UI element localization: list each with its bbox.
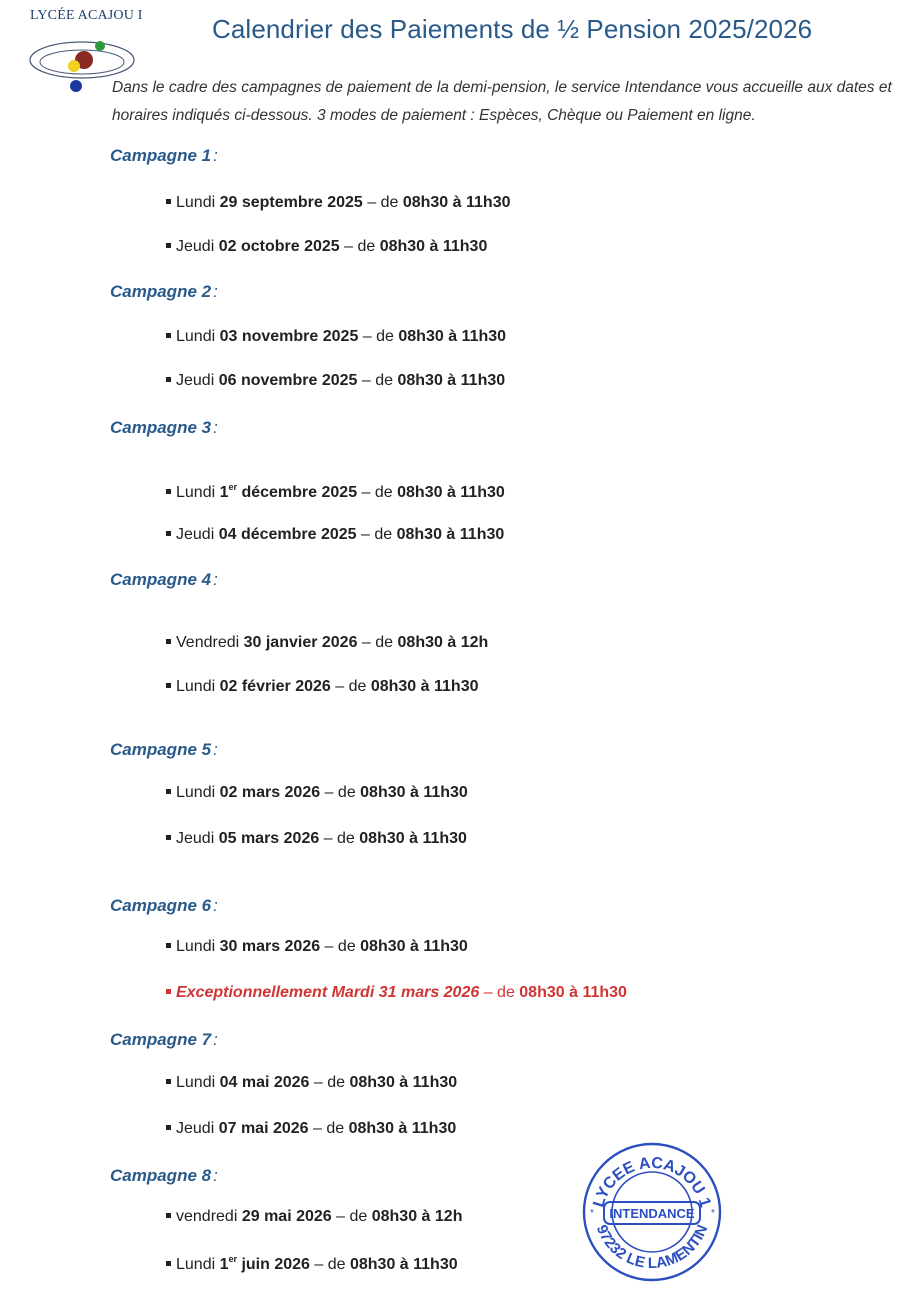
start-time: 08h30: [396, 526, 442, 543]
weekday: Lundi: [176, 1256, 220, 1273]
campaign-label: Campagne 4: [110, 570, 212, 589]
weekday: Lundi: [176, 938, 220, 955]
time-separator: – de: [309, 1074, 350, 1091]
date: 02 février 2026: [219, 678, 331, 695]
bullet-icon: [166, 989, 171, 994]
campaign-colon: :: [213, 282, 218, 301]
end-time: 12h: [434, 1208, 463, 1225]
time-separator: – de: [309, 1256, 350, 1273]
time-to: à: [405, 938, 424, 955]
exception-date-item: [166, 984, 627, 1002]
date-ordinal: er: [228, 482, 238, 492]
time-to: à: [425, 238, 443, 255]
end-time: 11h30: [459, 526, 505, 543]
bullet-icon: [166, 1261, 171, 1266]
svg-text:INTENDANCE: INTENDANCE: [609, 1206, 695, 1221]
logo-text: LYCÉE ACAJOU I: [30, 8, 143, 23]
date: 30 janvier 2026: [243, 634, 358, 651]
time-separator: – de: [357, 634, 398, 651]
campaign-colon: :: [213, 740, 218, 759]
weekday: Lundi: [176, 784, 220, 801]
date-item: [166, 194, 510, 212]
date-item: [166, 1254, 458, 1274]
date-item: [166, 526, 504, 544]
time-to: à: [395, 1256, 414, 1273]
time-separator: – de: [356, 526, 397, 543]
bullet-icon: [166, 835, 171, 840]
date: 03 novembre 2025: [219, 328, 359, 345]
weekday: Lundi: [176, 678, 220, 695]
start-time: 08h30: [348, 1120, 394, 1137]
weekday: Jeudi: [176, 526, 219, 543]
weekday: Jeudi: [176, 1120, 219, 1137]
date: 04 décembre 2025: [218, 526, 357, 543]
start-time: 08h30: [519, 984, 565, 1001]
end-time: 11h30: [460, 372, 506, 389]
campaign-heading: [110, 896, 218, 916]
bullet-icon: [166, 789, 171, 794]
date-item: [166, 1074, 457, 1092]
date-day: 1: [219, 484, 229, 501]
time-separator: – de: [479, 984, 520, 1001]
end-time: 11h30: [442, 238, 488, 255]
end-time: 11h30: [423, 784, 468, 801]
weekday: Mardi: [331, 984, 379, 1001]
end-time: 12h: [460, 634, 489, 651]
campaign-colon: :: [213, 570, 218, 589]
start-time: 08h30: [360, 938, 406, 955]
campaign-label: Campagne 2: [110, 282, 212, 301]
campaign-label: Campagne 6: [110, 896, 212, 915]
time-to: à: [394, 1074, 413, 1091]
start-time: 08h30: [349, 1074, 395, 1091]
time-separator: – de: [362, 194, 403, 211]
bullet-icon: [166, 489, 171, 494]
time-to: à: [442, 484, 461, 501]
end-time: 11h30: [460, 484, 505, 501]
start-time: 08h30: [397, 372, 443, 389]
intendance-stamp: [580, 1140, 725, 1285]
bullet-icon: [166, 639, 171, 644]
bullet-icon: [166, 683, 171, 688]
campaign-label: Campagne 5: [110, 740, 212, 759]
svg-text:*: *: [711, 1208, 715, 1219]
date-item: [166, 1208, 462, 1226]
time-separator: – de: [331, 1208, 372, 1225]
svg-text:*: *: [590, 1208, 594, 1219]
date: 07 mai 2026: [218, 1120, 309, 1137]
weekday: Lundi: [176, 1074, 220, 1091]
start-time: 08h30: [370, 678, 417, 695]
date-day: 1: [219, 1256, 229, 1273]
bullet-icon: [166, 199, 171, 204]
start-time: 08h30: [402, 194, 449, 211]
intro-paragraph: Dans le cadre des campagnes de paiement de la demi-pension, le service Intendance vous accueille aux dates et horaires indiqués ci-dessous. 3 modes de paiement : Espèces, Chèque ou Paiement en ligne.: [112, 79, 892, 124]
end-time: 11h30: [412, 1074, 458, 1091]
campaign-colon: :: [213, 418, 218, 437]
date-item: [166, 678, 478, 696]
campaign-heading: [110, 1166, 218, 1186]
date-item: [166, 784, 468, 802]
date-item: [166, 830, 467, 848]
time-separator: – de: [308, 1120, 349, 1137]
time-to: à: [441, 526, 460, 543]
end-time: 11h30: [422, 830, 467, 847]
bullet-icon: [166, 1213, 171, 1218]
date-month-year: juin 2026: [237, 1256, 310, 1273]
campaign-colon: :: [213, 1166, 218, 1185]
date-item: [166, 328, 506, 346]
weekday: Lundi: [176, 194, 220, 211]
date-ordinal: er: [228, 1254, 238, 1264]
weekday: Jeudi: [176, 372, 219, 389]
start-time: 08h30: [397, 484, 443, 501]
time-to: à: [405, 784, 424, 801]
time-separator: – de: [320, 938, 361, 955]
time-to: à: [416, 678, 434, 695]
date-item: [166, 482, 505, 502]
time-to: à: [417, 1208, 435, 1225]
start-time: 08h30: [379, 238, 426, 255]
campaign-heading: [110, 740, 218, 760]
time-to: à: [442, 372, 461, 389]
bullet-icon: [166, 531, 171, 536]
date: 02 octobre 2025: [218, 238, 340, 255]
date: 02 mars 2026: [219, 784, 321, 801]
end-time: 11h30: [423, 938, 468, 955]
date: 04 mai 2026: [219, 1074, 310, 1091]
campaign-label: Campagne 7: [110, 1030, 212, 1049]
date: 29 mai 2026: [241, 1208, 332, 1225]
campaign-colon: :: [213, 896, 218, 915]
bullet-icon: [166, 1125, 171, 1130]
campaign-heading: [110, 282, 218, 302]
start-time: 08h30: [398, 328, 444, 345]
campaign-heading: [110, 418, 218, 438]
date-item: [166, 634, 488, 652]
time-to: à: [443, 328, 462, 345]
time-separator: – de: [330, 678, 371, 695]
campaign-label: Campagne 8: [110, 1166, 212, 1185]
date: 06 novembre 2025: [218, 372, 358, 389]
start-time: 08h30: [371, 1208, 418, 1225]
end-time: 11h30: [466, 194, 511, 211]
date: 30 mars 2026: [219, 938, 321, 955]
time-separator: – de: [320, 784, 361, 801]
weekday: Vendredi: [176, 634, 244, 651]
weekday: Lundi: [176, 484, 220, 501]
time-to: à: [448, 194, 466, 211]
date-item: [166, 938, 468, 956]
time-to: à: [442, 634, 461, 651]
campaign-heading: [110, 1030, 218, 1050]
weekday: vendredi: [176, 1208, 242, 1225]
campaign-heading: [110, 146, 218, 166]
start-time: 08h30: [360, 784, 406, 801]
start-time: 08h30: [397, 634, 443, 651]
bullet-icon: [166, 243, 171, 248]
campaign-colon: :: [213, 146, 218, 165]
date-month-year: décembre 2025: [237, 484, 358, 501]
bullet-icon: [166, 377, 171, 382]
campaign-label: Campagne 1: [110, 146, 212, 165]
page-title: Calendrier des Paiements de ½ Pension 2025/2026: [212, 14, 813, 44]
time-to: à: [393, 1120, 412, 1137]
start-time: 08h30: [359, 830, 405, 847]
exception-label: Exceptionnellement: [176, 984, 332, 1001]
weekday: Jeudi: [176, 238, 219, 255]
end-time: 11h30: [582, 984, 627, 1001]
time-separator: – de: [357, 484, 398, 501]
svg-text:LYCEE ACAJOU 1: LYCEE ACAJOU 1: [590, 1154, 714, 1210]
date-item: [166, 238, 487, 256]
bullet-icon: [166, 1079, 171, 1084]
date: 05 mars 2026: [218, 830, 320, 847]
date-item: [166, 1120, 456, 1138]
time-separator: – de: [319, 830, 360, 847]
end-time: 11h30: [413, 1256, 458, 1273]
time-separator: – de: [358, 328, 399, 345]
time-separator: – de: [357, 372, 398, 389]
stamp-seal-icon: [580, 1140, 725, 1285]
weekday: Jeudi: [176, 830, 219, 847]
start-time: 08h30: [349, 1256, 396, 1273]
time-separator: – de: [339, 238, 380, 255]
date-item: [166, 372, 505, 390]
campaign-heading: [110, 570, 218, 590]
bullet-icon: [166, 943, 171, 948]
time-to: à: [564, 984, 583, 1001]
end-time: 11h30: [461, 328, 507, 345]
date: 29 septembre 2025: [219, 194, 363, 211]
end-time: 11h30: [411, 1120, 457, 1137]
end-time: 11h30: [434, 678, 479, 695]
campaign-label: Campagne 3: [110, 418, 212, 437]
date: 31 mars 2026: [378, 984, 480, 1001]
bullet-icon: [166, 333, 171, 338]
svg-text:97232 LE LAMENTIN: 97232 LE LAMENTIN: [592, 1222, 712, 1273]
campaign-colon: :: [213, 1030, 218, 1049]
weekday: Lundi: [176, 328, 220, 345]
time-to: à: [404, 830, 423, 847]
